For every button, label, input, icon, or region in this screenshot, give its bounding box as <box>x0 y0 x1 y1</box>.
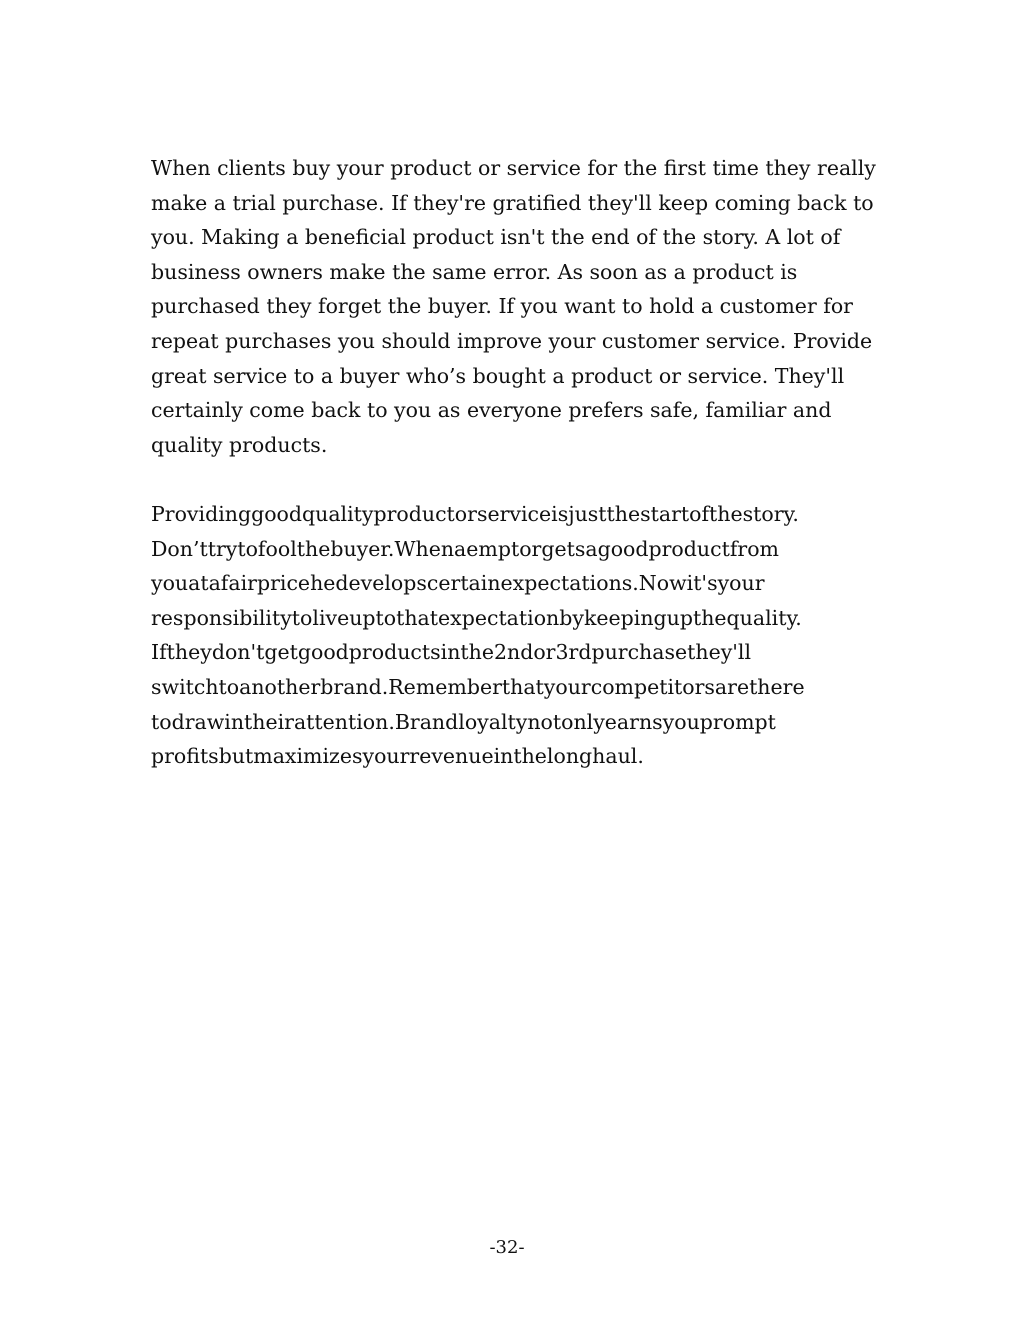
text-line: Don’ttrytofoolthebuyer.Whenaemptorgetsagoodproductfrom <box>151 536 779 561</box>
text-line: When clients buy your product or service for the first time they really <box>151 156 876 180</box>
text-line: profitsbutmaximizesyourrevenueinthelonghaul. <box>151 744 644 769</box>
text-line: switchtoanotherbrand.Rememberthatyourcompetitorsarethere <box>151 674 805 699</box>
text-line: make a trial purchase. If they're gratified they'll keep coming back to <box>151 190 874 215</box>
text-line: great service to a buyer who’s bought a product or service. They'll <box>151 363 845 388</box>
text-line: responsibilitytoliveuptothatexpectationbykeepingupthequality. <box>151 605 802 630</box>
body-paragraph-2 <box>151 497 891 774</box>
text-line: purchased they forget the buyer. If you want to hold a customer for <box>151 294 853 319</box>
text-line: repeat purchases you should improve your customer service. Provide <box>151 328 873 353</box>
text-line: quality products. <box>151 432 328 457</box>
text-line: certainly come back to you as everyone prefers safe, familiar and <box>151 398 832 423</box>
text-line: todrawintheirattention.Brandloyaltynotonlyearnsyouprompt <box>151 709 776 734</box>
body-paragraph-1 <box>151 151 891 462</box>
text-line: Iftheydon'tgetgoodproductsinthe2ndor3rdpurchasethey'll <box>151 640 752 665</box>
text-line: you. Making a beneficial product isn't the end of the story. A lot of <box>151 225 841 250</box>
page-number: -32- <box>489 1237 525 1258</box>
text-line: Providinggoodqualityproductorserviceisjustthestartofthestory. <box>151 502 799 526</box>
text-line: youatafairpricehedevelopscertainexpectations.Nowit'syour <box>151 571 765 596</box>
text-line: business owners make the same error. As soon as a product is <box>151 259 798 284</box>
